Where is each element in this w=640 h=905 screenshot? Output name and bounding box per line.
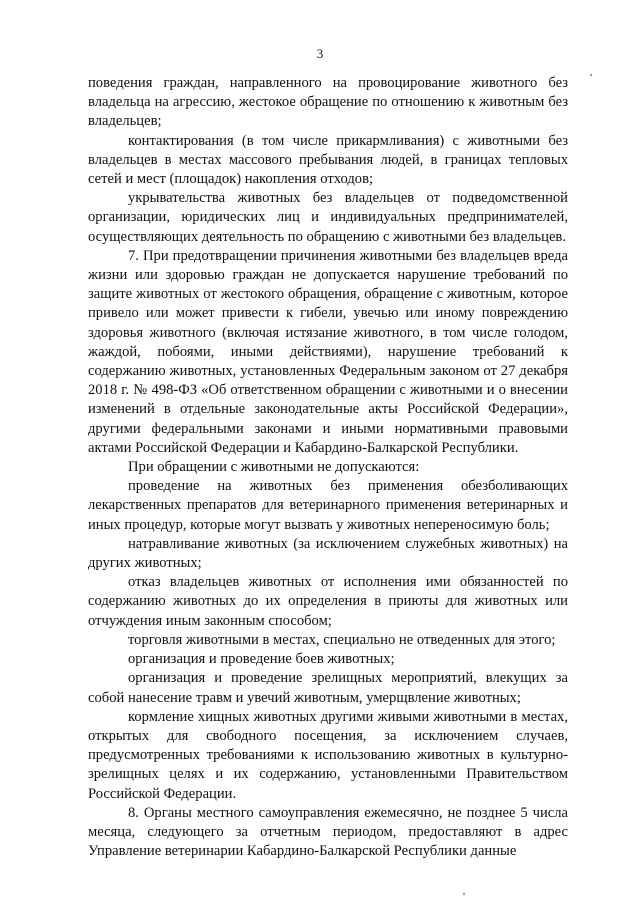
paragraph-item-8: 8. Органы местного самоуправления ежемесячно, не позднее 5 числа месяца, следующего за отчетным периодом, предоставляют в адрес Управление ветеринарии Кабардино-Балкарской Республики данные: [88, 804, 568, 860]
paragraph-item-7: 7. При предотвращении причинения животными без владельцев вреда жизни или здоровью граждан не допускается нарушение требований по защите животных от жестокого обращения, обращение с животным, которое привело или может привести к гибели, увечью или иному повреждению здоровья животного (включая истязание животного, в том числе голодом, жаждой, побоями, иными действиями), нарушение требований к содержанию животных, установленных Федеральным законом от 27 декабря 2018 г. № 498-ФЗ «Об ответственном обращении с животными и о внесении изменений в отдельные законодательные акты Российской Федерации», другими федеральными законами и иными нормативными правовыми актами Российской Федерации и Кабардино-Балкарской Республики.: [88, 247, 568, 456]
scan-speck: [590, 74, 592, 76]
paragraph-concealment: укрывательства животных без владельцев от подведомственной организации, юридических лиц и индивидуальных предпринимателей, осуществляющих деятельность по обращению с животными без владельцев.: [88, 190, 568, 245]
paragraph-trade: торговля животными в местах, специально не отведенных для этого;: [128, 631, 556, 648]
paragraph-fights: организация и проведение боев животных;: [128, 651, 395, 668]
paragraph-provocation: поведения граждан, направленного на провоцирование животного без владельца на агрессию, жестокое обращение по отношению к животным без владельцев;: [88, 75, 568, 130]
page-number: 3: [316, 46, 324, 61]
paragraph-prohibitions-intro: При обращении с животными не допускаются:: [128, 459, 420, 476]
paragraph-predator-feeding: кормление хищных животных другими живыми животными в местах, открытых для свободного посещения, за исключением случаев, предусмотренных требованиями к использованию животных в культурно-зрелищных целях и их содержанию, установленными Правительством Российской Федерации.: [88, 708, 568, 802]
paragraph-procedures: проведение на животных без применения обезболивающих лекарственных препаратов для ветеринарного применения ветеринарных и иных процедур, которые могут вызвать у животных непереносимую боль;: [88, 478, 568, 533]
paragraph-owner-refusal: отказ владельцев животных от исполнения ими обязанностей по содержанию животных до их определения в приюты для животных или отчуждения иным законным способом;: [88, 574, 568, 629]
paragraph-feeding-contact: контактирования (в том числе прикармливания) с животными без владельцев в местах массового пребывания людей, в границах тепловых сетей и мест (площадок) накопления отходов;: [88, 132, 568, 188]
paragraph-spectacles: организация и проведение зрелищных мероприятий, влекущих за собой нанесение травм и увечий животным, умерщвление животных;: [88, 670, 568, 706]
document-body: [88, 74, 568, 861]
scan-speck: [463, 893, 465, 895]
paragraph-baiting: натравливание животных (за исключением служебных животных) на других животных;: [88, 535, 568, 572]
